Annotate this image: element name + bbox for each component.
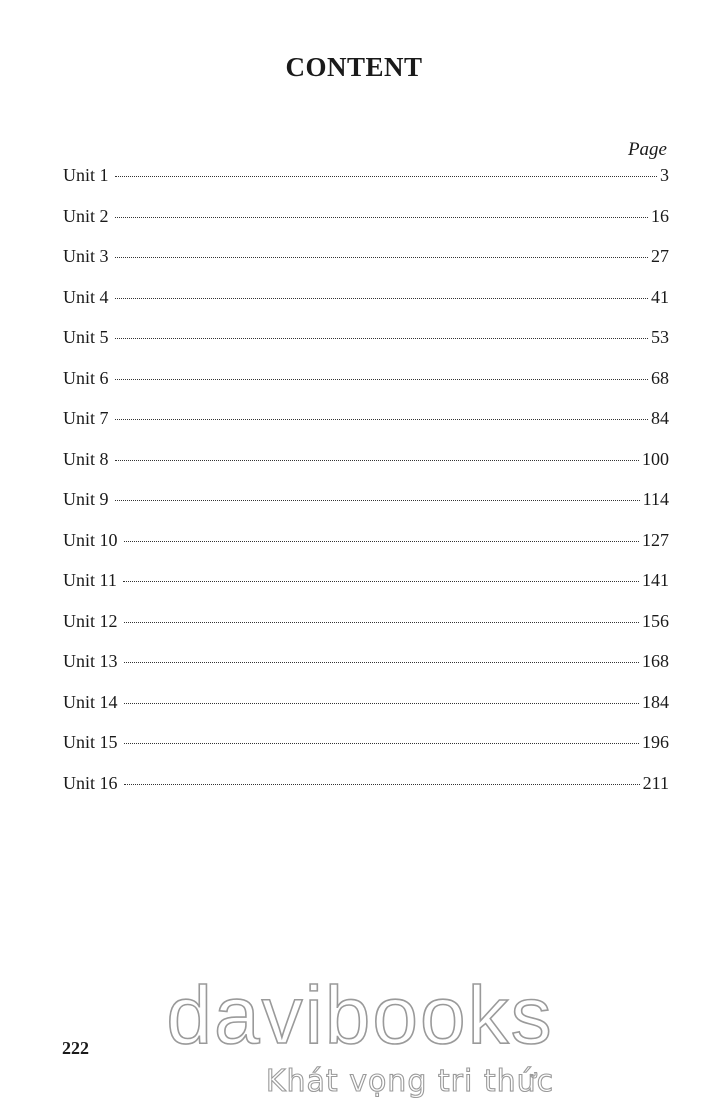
toc-entry-page: 41: [651, 286, 669, 307]
toc-entry-label: Unit 9: [63, 489, 109, 509]
dot-leader: [123, 581, 639, 582]
toc-row: [63, 732, 669, 773]
toc-entry-page: 168: [642, 651, 669, 671]
toc-entry-label: Unit 12: [63, 610, 118, 631]
dot-leader: [115, 379, 648, 380]
toc-row: [63, 530, 669, 571]
toc-entry-label: Unit 3: [63, 246, 109, 266]
toc-entry-label: Unit 5: [63, 327, 109, 347]
dot-leader: [115, 500, 640, 501]
toc-entry-page: 127: [642, 529, 669, 550]
toc-entry-page: 3: [660, 165, 669, 185]
toc-entry-page: 68: [651, 367, 669, 388]
toc-entry-page: 114: [642, 489, 669, 509]
toc-entry-label: Unit 7: [63, 408, 109, 428]
toc-entry-label: Unit 14: [63, 691, 118, 712]
toc-row: [63, 651, 669, 692]
page-column-label: Page: [627, 139, 667, 160]
dot-leader: [124, 703, 639, 704]
toc-row: [63, 489, 669, 530]
dot-leader: [124, 662, 639, 663]
watermark-logo: [150, 965, 570, 1100]
toc-row: [63, 165, 669, 206]
toc-entry-label: Unit 16: [63, 772, 118, 793]
toc-entry-page: 27: [651, 246, 669, 266]
page-title: CONTENT: [285, 52, 423, 82]
dot-leader: [115, 298, 648, 299]
toc-entry-page: 100: [642, 448, 669, 469]
toc-row: [63, 246, 669, 287]
toc-row: [63, 449, 669, 490]
toc-entry-label: Unit 1: [63, 165, 109, 185]
toc-row: [63, 692, 669, 733]
page-number: 222: [62, 1038, 89, 1058]
watermark-tagline: Khát vọng tri thức: [265, 1064, 555, 1099]
toc-entry-label: Unit 15: [63, 732, 118, 752]
toc-entry-page: 184: [642, 691, 669, 712]
toc-entry-page: 16: [651, 205, 669, 226]
dot-leader: [115, 460, 639, 461]
dot-leader: [124, 784, 640, 785]
toc-entry-label: Unit 11: [63, 570, 117, 590]
dot-leader: [124, 743, 639, 744]
toc-row: [63, 287, 669, 328]
dot-leader: [115, 338, 648, 339]
watermark-brand: davibooks: [166, 970, 554, 1061]
toc-entry-label: Unit 13: [63, 651, 118, 671]
toc-entry-page: 211: [642, 772, 669, 793]
toc-entry-page: 141: [642, 570, 669, 590]
toc-entry-page: 53: [651, 327, 669, 347]
toc-entry-label: Unit 8: [63, 448, 109, 469]
toc-row: [63, 408, 669, 449]
toc-entry-page: 84: [651, 408, 669, 428]
toc-entry-page: 196: [642, 732, 669, 752]
toc-entry-label: Unit 6: [63, 367, 109, 388]
toc-row: [63, 611, 669, 652]
dot-leader: [124, 622, 639, 623]
toc-entry-label: Unit 4: [63, 286, 109, 307]
toc-row: [63, 570, 669, 611]
toc-entry-label: Unit 2: [63, 205, 109, 226]
toc-row: [63, 368, 669, 409]
dot-leader: [115, 419, 648, 420]
dot-leader: [115, 257, 648, 258]
dot-leader: [115, 176, 657, 177]
table-of-contents: [63, 165, 669, 813]
toc-row: [63, 206, 669, 247]
dot-leader: [115, 217, 648, 218]
toc-row: [63, 327, 669, 368]
dot-leader: [124, 541, 639, 542]
toc-entry-page: 156: [642, 610, 669, 631]
toc-row: [63, 773, 669, 814]
toc-entry-label: Unit 10: [63, 529, 118, 550]
